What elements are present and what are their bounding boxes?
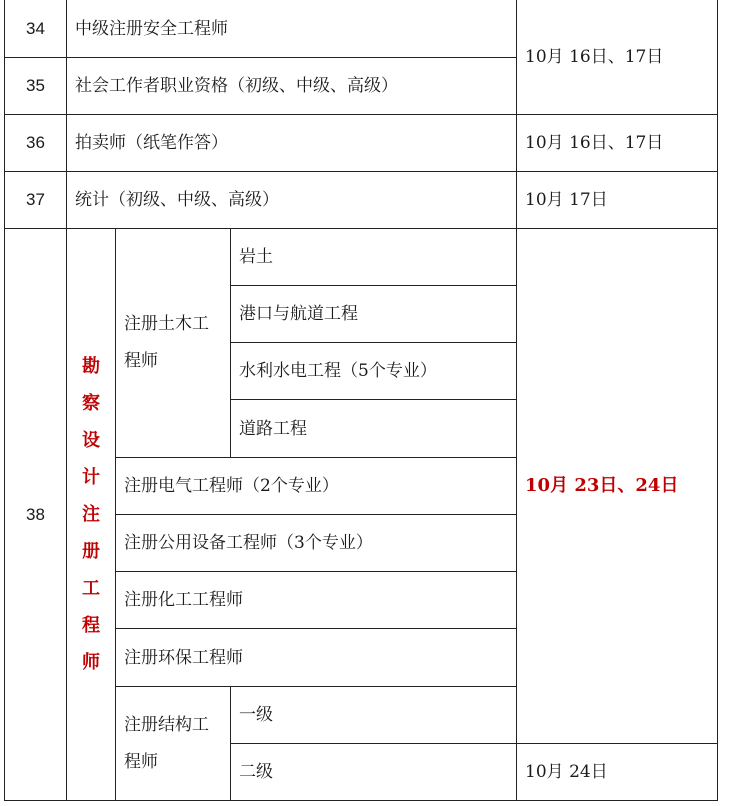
chemical-engineer: 注册化工工程师	[116, 572, 517, 629]
row-number: 37	[5, 172, 67, 229]
row-number: 34	[5, 0, 67, 58]
civil-sub-port: 港口与航道工程	[231, 286, 517, 343]
row-number: 35	[5, 58, 67, 115]
structural-engineer-label	[116, 687, 231, 801]
category-label	[67, 229, 116, 801]
exam-date: 10月 16日、17日	[517, 0, 718, 115]
civil-sub-geotechnical: 岩土	[231, 229, 517, 286]
exam-date: 10月 16日、17日	[517, 115, 718, 172]
category-text: 勘察设计注册工程师	[82, 356, 100, 673]
table-row-38	[5, 229, 718, 286]
civil-sub-road: 道路工程	[231, 400, 517, 458]
structural-level-2: 二级	[231, 744, 517, 801]
table-row-34	[5, 0, 718, 58]
exam-name: 拍卖师（纸笔作答）	[67, 115, 517, 172]
civil-engineer-label	[116, 229, 231, 458]
table-row-36	[5, 115, 718, 172]
exam-schedule-table	[4, 0, 718, 801]
row-number: 36	[5, 115, 67, 172]
civil-sub-hydro: 水利水电工程（5个专业）	[231, 343, 517, 400]
exam-name: 统计（初级、中级、高级）	[67, 172, 517, 229]
exam-date-main-text: 10月 23日、24日	[525, 475, 679, 496]
structural-engineer-text: 注册结构工程师	[124, 714, 209, 772]
structural-level-1: 一级	[231, 687, 517, 744]
civil-engineer-text: 注册土木工程师	[124, 314, 209, 371]
exam-name: 社会工作者职业资格（初级、中级、高级）	[67, 58, 517, 115]
exam-date-level2: 10月 24日	[517, 744, 718, 801]
environmental-engineer: 注册环保工程师	[116, 629, 517, 687]
utility-engineer: 注册公用设备工程师（3个专业）	[116, 515, 517, 572]
exam-date: 10月 17日	[517, 172, 718, 229]
electrical-engineer: 注册电气工程师（2个专业）	[116, 458, 517, 515]
exam-name: 中级注册安全工程师	[67, 0, 517, 58]
exam-date-main	[517, 229, 718, 744]
row-number: 38	[5, 229, 67, 801]
table-row-37	[5, 172, 718, 229]
